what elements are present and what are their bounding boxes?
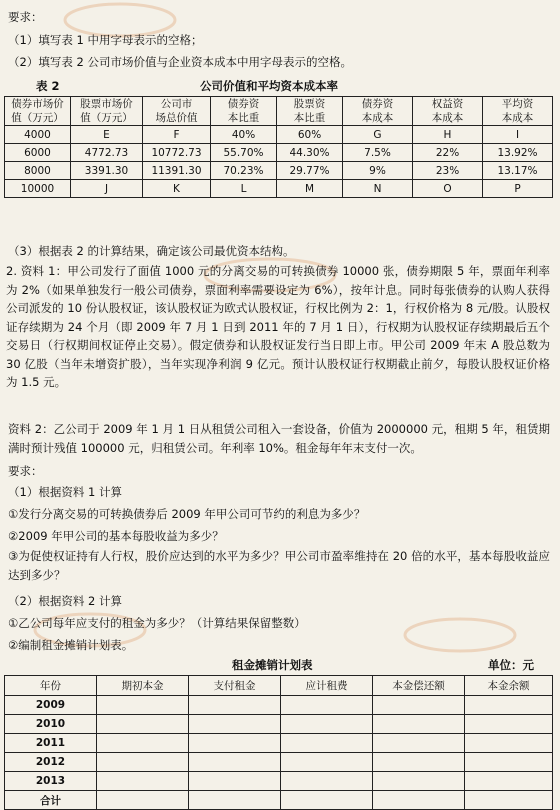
table-cell: 60% xyxy=(277,126,343,144)
requirement-2: （2）填写表 2 公司市场价值与企业资本成本中用字母表示的空格。 xyxy=(8,55,352,69)
table-cell: 10772.73 xyxy=(143,144,211,162)
lease-amortization-table xyxy=(4,675,553,810)
empty-cell xyxy=(465,772,553,791)
table-cell: 4000 xyxy=(5,126,71,144)
capital-cost-table xyxy=(4,96,553,198)
year-cell: 2009 xyxy=(5,696,97,715)
table-cell: 40% xyxy=(211,126,277,144)
empty-cell xyxy=(281,696,373,715)
header-cell: 股票市场价 值（万元） xyxy=(71,97,143,126)
empty-cell xyxy=(189,734,281,753)
empty-cell xyxy=(97,734,189,753)
header-cell: 年份 xyxy=(5,676,97,696)
empty-cell xyxy=(97,715,189,734)
sub-question-1-item-1: ①发行分离交易的可转换债券后 2009 年甲公司可节约的利息为多少？ xyxy=(8,507,366,521)
sub-question-2: （2）根据资料 2 计算 xyxy=(8,594,122,608)
header-cell: 股票资 本比重 xyxy=(277,97,343,126)
header-cell: 本金余额 xyxy=(465,676,553,696)
year-cell: 2013 xyxy=(5,772,97,791)
table-cell: 13.17% xyxy=(483,162,553,180)
header-cell: 债券市场价 值（万元） xyxy=(5,97,71,126)
table-cell: 7.5% xyxy=(343,144,413,162)
requirement-3: （3）根据表 2 的计算结果，确定该公司最优资本结构。 xyxy=(8,244,295,258)
table-cell: 44.30% xyxy=(277,144,343,162)
table-cell: 8000 xyxy=(5,162,71,180)
table-cell: F xyxy=(143,126,211,144)
empty-cell xyxy=(465,715,553,734)
empty-cell xyxy=(281,772,373,791)
table3-title: 租金摊销计划表 xyxy=(232,658,313,672)
table-cell: J xyxy=(71,180,143,198)
table-cell: 70.23% xyxy=(211,162,277,180)
empty-cell xyxy=(189,753,281,772)
question-2-material-1: 2. 资料 1：甲公司发行了面值 1000 元的分离交易的可转换债券 10000 张，债券期限 5 年，票面年利率为 2%（如果单独发行一般公司债券，票面利率需要设定为 6%），按年计息。同时每张债券的认购人获得公司派发的 10 份认股权证，该认股权证为欧式认股权证，行权比例为 2：1，行权价格为 8 元/股。认股权证存续期为 24 个月（即 2009 年 7 月 1 日到 2011 年的 7 月 1 日），行权期为认股权证存续期最后五个交易日（行权期间权证停止交易）。假定债券和认股权证发行当日即上市。甲公司 2009 年末 A 股总数为 30 亿股（当年未增资扩股），当年实现净利润 9 亿元。预计认股权证行权期截止前夕，每股认股权证价格为 1.5 元。 xyxy=(6,264,550,389)
empty-cell xyxy=(373,753,465,772)
table-header-row xyxy=(5,97,553,126)
table-cell: P xyxy=(483,180,553,198)
question-2-material-2: 资料 2：乙公司于 2009 年 1 月 1 日从租赁公司租入一套设备，价值为 2000000 元，租期 5 年，租赁期满时预计残值 100000 元，归租赁公司。年利率 10%。租金每年年末支付一次。 xyxy=(8,422,550,455)
table-cell: 4772.73 xyxy=(71,144,143,162)
table-cell: L xyxy=(211,180,277,198)
table-cell: 11391.30 xyxy=(143,162,211,180)
empty-cell xyxy=(373,772,465,791)
sub-question-2-item-1: ①乙公司每年应支付的租金为多少？（计算结果保留整数） xyxy=(8,616,306,630)
table-row xyxy=(5,715,553,734)
header-cell: 应计租费 xyxy=(281,676,373,696)
table-cell: 10000 xyxy=(5,180,71,198)
table2-label: 表 2 xyxy=(36,79,60,93)
table-row xyxy=(5,772,553,791)
empty-cell xyxy=(281,715,373,734)
table-row xyxy=(5,162,553,180)
table2-title: 公司价值和平均资本成本率 xyxy=(200,79,338,93)
empty-cell xyxy=(189,715,281,734)
table-cell: 55.70% xyxy=(211,144,277,162)
empty-cell xyxy=(465,734,553,753)
table-row xyxy=(5,180,553,198)
empty-cell xyxy=(97,696,189,715)
year-cell: 2011 xyxy=(5,734,97,753)
year-cell: 2012 xyxy=(5,753,97,772)
table-cell: 23% xyxy=(413,162,483,180)
table-cell: E xyxy=(71,126,143,144)
table-cell: 22% xyxy=(413,144,483,162)
year-cell: 2010 xyxy=(5,715,97,734)
table-cell: 29.77% xyxy=(277,162,343,180)
table-row xyxy=(5,696,553,715)
empty-cell xyxy=(189,696,281,715)
table-cell: O xyxy=(413,180,483,198)
table-cell: 13.92% xyxy=(483,144,553,162)
table-row xyxy=(5,144,553,162)
empty-cell xyxy=(373,715,465,734)
header-cell: 债券资 本比重 xyxy=(211,97,277,126)
sub-question-1-item-3: ③为促使权证持有人行权，股价应达到的水平为多少？甲公司市盈率维持在 20 倍的水平，基本每股收益应达到多少？ xyxy=(8,549,550,582)
header-cell: 本金偿还额 xyxy=(373,676,465,696)
sub-question-1: （1）根据资料 1 计算 xyxy=(8,485,122,499)
header-cell: 期初本金 xyxy=(97,676,189,696)
table-cell: G xyxy=(343,126,413,144)
header-cell: 债券资 本成本 xyxy=(343,97,413,126)
header-cell: 权益资 本成本 xyxy=(413,97,483,126)
empty-cell xyxy=(97,772,189,791)
table-cell: 3391.30 xyxy=(71,162,143,180)
sub-question-1-item-2: ②2009 年甲公司的基本每股收益为多少？ xyxy=(8,529,224,543)
table-header-row xyxy=(5,676,553,696)
total-cell: 合计 xyxy=(5,791,97,810)
table-row xyxy=(5,734,553,753)
table-cell: I xyxy=(483,126,553,144)
empty-cell xyxy=(281,734,373,753)
table-cell: K xyxy=(143,180,211,198)
table-cell: 9% xyxy=(343,162,413,180)
table-row xyxy=(5,753,553,772)
header-cell: 平均资 本成本 xyxy=(483,97,553,126)
requirement-title: 要求： xyxy=(8,464,43,478)
table-cell: H xyxy=(413,126,483,144)
empty-cell xyxy=(373,734,465,753)
header-cell: 支付租金 xyxy=(189,676,281,696)
empty-cell xyxy=(465,696,553,715)
requirement-title: 要求： xyxy=(8,10,43,24)
table3-unit: 单位：元 xyxy=(488,658,534,672)
requirement-1: （1）填写表 1 中用字母表示的空格； xyxy=(8,33,203,47)
empty-cell xyxy=(465,753,553,772)
sub-question-2-item-2: ②编制租金摊销计划表。 xyxy=(8,638,134,652)
empty-cell xyxy=(97,753,189,772)
empty-cell xyxy=(373,696,465,715)
header-cell: 公司市 场总价值 xyxy=(143,97,211,126)
table-cell: 6000 xyxy=(5,144,71,162)
table-cell: M xyxy=(277,180,343,198)
empty-cell xyxy=(281,753,373,772)
empty-cell xyxy=(189,772,281,791)
table-row xyxy=(5,126,553,144)
table-cell: N xyxy=(343,180,413,198)
watermark-logo xyxy=(400,615,520,655)
